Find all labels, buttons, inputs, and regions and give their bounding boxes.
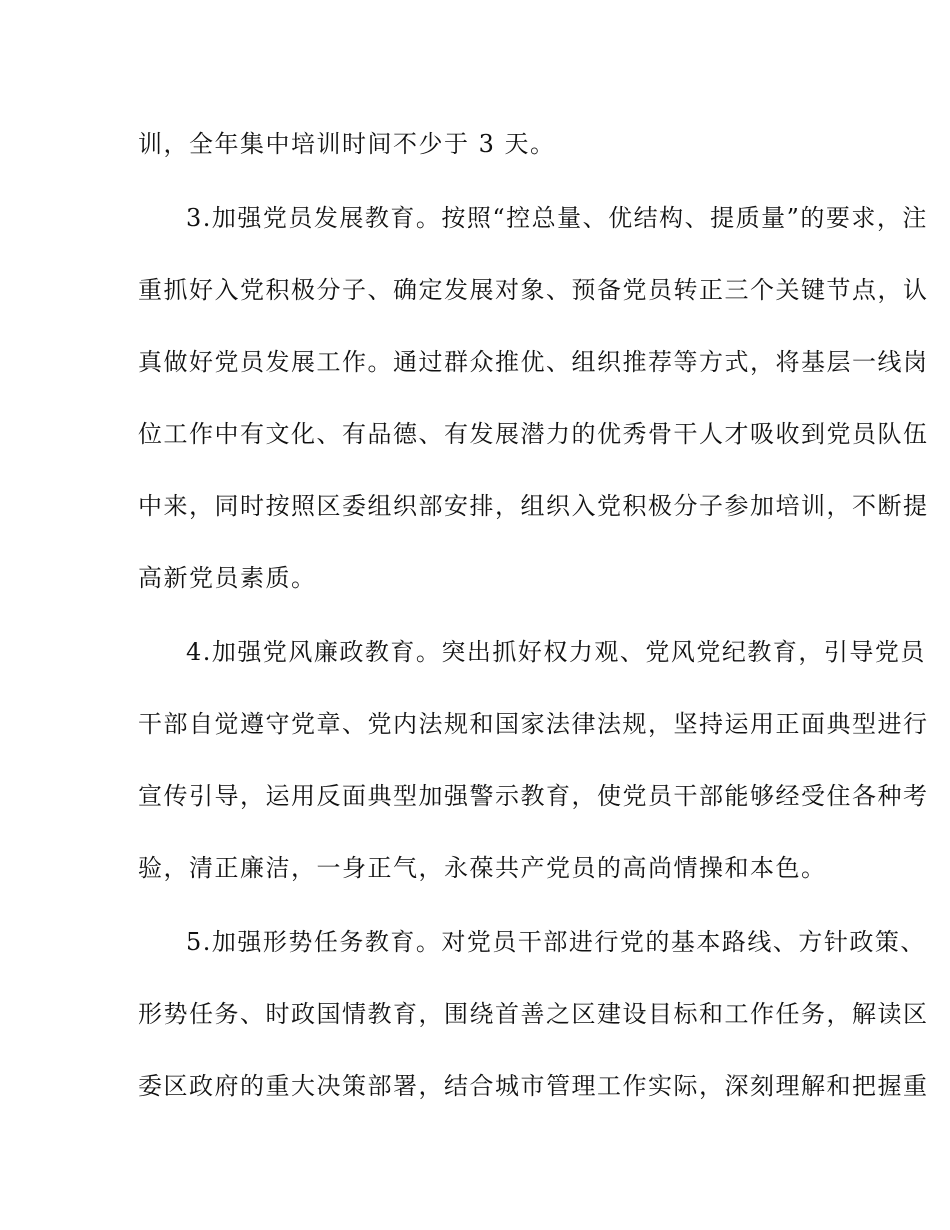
text-line: 干部自觉遵守党章、党内法规和国家法律法规，坚持运用正面典型进行 bbox=[138, 710, 929, 738]
paragraph-3-first-line: 3.加强党员发展教育。按照“控总量、优结构、提质量”的要求，注 bbox=[186, 204, 928, 232]
text-line: 训，全年集中培训时间不少于 3 天。 bbox=[138, 130, 556, 158]
text-line: 高新党员素质。 bbox=[138, 564, 317, 592]
text-line: 中来，同时按照区委组织部安排，组织入党积极分子参加培训，不断提 bbox=[138, 492, 929, 520]
text-line: 位工作中有文化、有品德、有发展潜力的优秀骨干人才吸收到党员队伍 bbox=[138, 420, 929, 448]
text-line: 真做好党员发展工作。通过群众推优、组织推荐等方式，将基层一线岗 bbox=[138, 348, 929, 376]
text-line: 委区政府的重大决策部署，结合城市管理工作实际，深刻理解和把握重 bbox=[138, 1072, 929, 1100]
paragraph-5-first-line: 5.加强形势任务教育。对党员干部进行党的基本路线、方针政策、 bbox=[186, 928, 926, 956]
paragraph-4-first-line: 4.加强党风廉政教育。突出抓好权力观、党风党纪教育，引导党员 bbox=[186, 638, 926, 666]
text-line: 宣传引导，运用反面典型加强警示教育，使党员干部能够经受住各种考 bbox=[138, 782, 929, 810]
text-line: 形势任务、时政国情教育，围绕首善之区建设目标和工作任务，解读区 bbox=[138, 1000, 929, 1028]
text-line: 验，清正廉洁，一身正气，永葆共产党员的高尚情操和本色。 bbox=[138, 854, 827, 882]
text-line: 重抓好入党积极分子、确定发展对象、预备党员转正三个关键节点，认 bbox=[138, 276, 929, 304]
